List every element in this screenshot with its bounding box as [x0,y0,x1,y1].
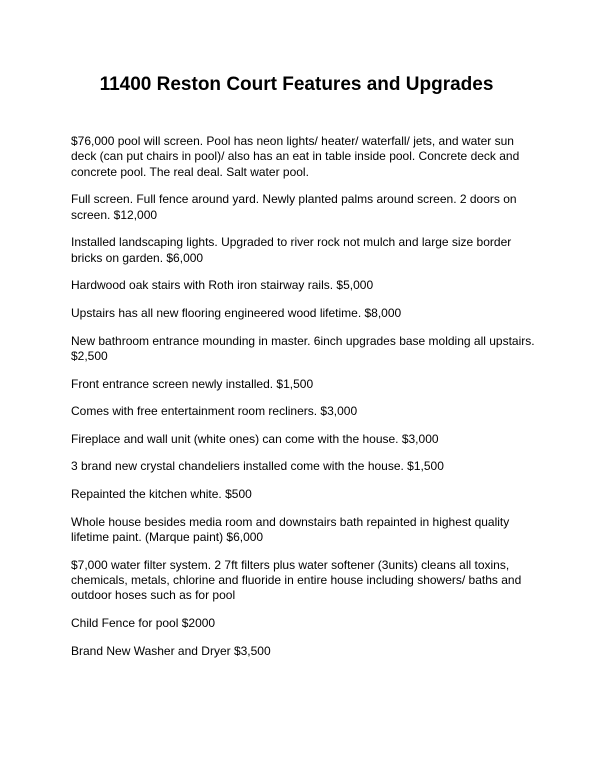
feature-stairs: Hardwood oak stairs with Roth iron stairway rails. $5,000 [71,278,374,293]
feature-fireplace: Fireplace and wall unit (white ones) can come with the house. $3,000 [71,431,439,446]
feature-recliners: Comes with free entertainment room recliners. $3,000 [71,404,358,419]
feature-washer-dryer: Brand New Washer and Dryer $3,500 [71,643,271,658]
feature-chandeliers: 3 brand new crystal chandeliers installed come with the house. $1,500 [71,459,444,474]
feature-kitchen-paint: Repainted the kitchen white. $500 [71,486,252,501]
feature-bathroom-molding: New bathroom entrance mounding in master. 6inch upgrades base molding all upstairs. $2,500 [71,333,535,363]
feature-water-filter: $7,000 water filter system. 2 7ft filters plus water softener (3units) cleans all toxins, chemicals, metals, chlorine and fluoride in entire house including showers/ baths and outdoor hoses such as for pool [71,557,522,603]
feature-entrance-screen: Front entrance screen newly installed. $1,500 [71,376,314,391]
feature-pool: $76,000 pool will screen. Pool has neon lights/ heater/ waterfall/ jets, and water sun deck (can put chairs in pool)/ also has an eat in table inside pool. Concrete deck and concrete pool. The real deal. Salt water pool. [71,134,520,179]
feature-screen-fence: Full screen. Full fence around yard. Newly planted palms around screen. 2 doors on screen. $12,000 [71,192,517,222]
feature-flooring: Upstairs has all new flooring engineered wood lifetime. $8,000 [71,306,402,320]
feature-landscaping: Installed landscaping lights. Upgraded to river rock not mulch and large size border bricks on garden. $6,000 [71,235,512,265]
feature-house-paint: Whole house besides media room and downstairs bath repainted in highest quality lifetime paint. (Marque paint) $6,000 [71,514,510,544]
document-title: 11400 Reston Court Features and Upgrades [99,74,494,95]
features-list [71,134,541,671]
feature-child-fence: Child Fence for pool $2000 [71,615,216,630]
